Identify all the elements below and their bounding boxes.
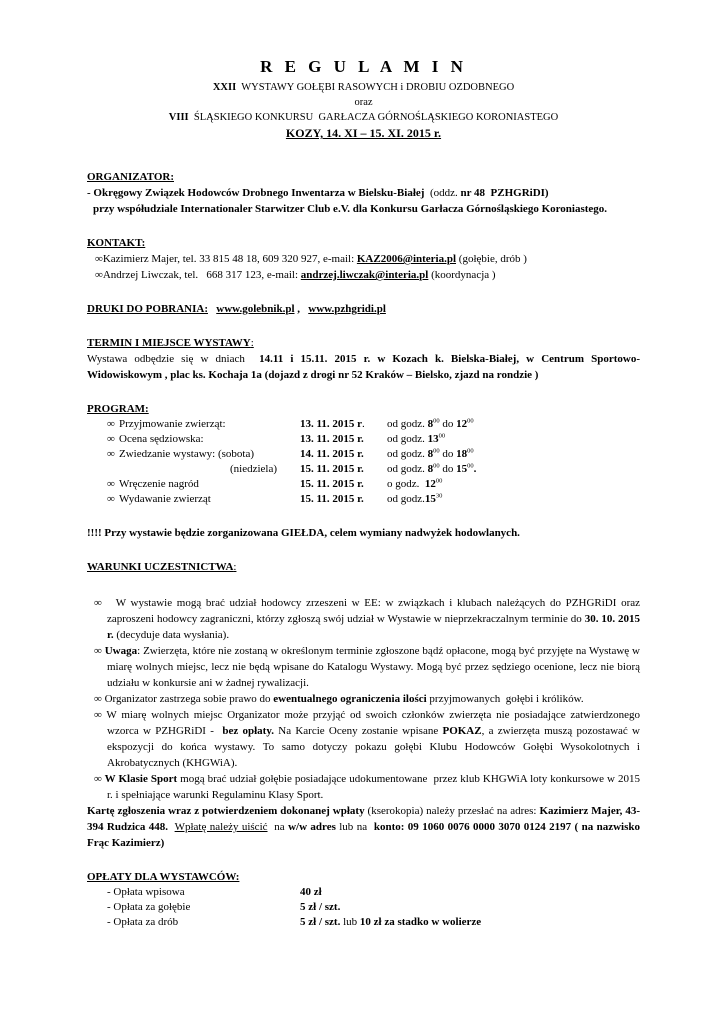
contact-section xyxy=(87,235,640,283)
program-date-value: 14. 11. 2015 r. xyxy=(300,448,364,460)
program-row xyxy=(87,462,640,477)
program-date xyxy=(300,492,364,507)
time-start-minutes: 00 xyxy=(433,417,440,425)
program-date-dot: . xyxy=(362,418,365,430)
fee-or: lub xyxy=(340,916,360,928)
program-label: (niedziela) xyxy=(230,463,278,475)
time-start-minutes: 30 xyxy=(435,492,443,500)
program-row xyxy=(87,477,640,492)
conditions-section xyxy=(87,559,643,851)
fee-row xyxy=(87,900,640,915)
program-date-value: 15. 11. 2015 r. xyxy=(300,478,364,490)
infinity-bullet-icon: ∞ xyxy=(94,597,102,609)
downloads-line: DRUKI DO POBRANIA: www.golebnik.pl , www.pzhgridi.pl xyxy=(87,303,386,315)
infinity-bullet-icon: ∞ xyxy=(94,645,102,657)
organizer-line-2: przy współudziale Internationaler Starwitzer Club e.V. dla Konkursu Garłacza Górnośląskiego Koroniastego. xyxy=(93,203,608,215)
time-end-dot: . xyxy=(473,463,477,475)
golebnik-link[interactable]: www.golebnik.pl xyxy=(216,303,295,315)
infinity-bullet-icon: ∞ xyxy=(107,418,115,430)
infinity-bullet-icon: ∞ xyxy=(95,269,103,281)
program-time xyxy=(387,462,476,477)
contact-email-link[interactable]: KAZ2006@interia.pl xyxy=(356,253,457,265)
time-mid: do xyxy=(439,418,457,430)
program-label: Wydawanie zwierząt xyxy=(119,493,211,505)
time-start-minutes: 00 xyxy=(435,477,443,485)
time-end-minutes: 00 xyxy=(467,447,474,455)
fee-amount-alt: 10 zł za stadko w wolierze xyxy=(359,916,482,928)
condition-paragraph: ∞ Uwaga: Zwierzęta, które nie zostaną w określonym terminie zgłoszone bądź opłacone, mogą być przyjęte na Wystawę w miarę wolnych miejsc, lecz nie będą wpisane do Katalogu Wystawy. Mogą być przez sędziego ocenione, lecz nie biorą udziału w konkursie ani w żadnej rywalizacji. xyxy=(94,645,641,689)
fees-table xyxy=(87,885,640,930)
program-date xyxy=(300,432,364,447)
fees-heading: OPŁATY DLA WYSTAWCÓW: xyxy=(87,871,240,883)
venue-section xyxy=(87,335,640,383)
time-end: 15 xyxy=(456,463,468,475)
program-date xyxy=(300,417,365,432)
contact-heading: KONTAKT: xyxy=(87,237,146,249)
fee-label: - Opłata za gołębie xyxy=(107,901,191,913)
fee-amount: 5 zł / szt. xyxy=(300,916,341,928)
program-label: Ocena sędziowska: xyxy=(119,433,204,445)
program-date-value: 13. 11. 2015 r. xyxy=(300,433,364,445)
program-label: Wręczenie nagród xyxy=(119,478,199,490)
header-line-2: oraz xyxy=(354,97,373,108)
infinity-bullet-icon: ∞ xyxy=(94,693,102,705)
organizer-heading: ORGANIZATOR: xyxy=(87,171,174,183)
time-start: 8 xyxy=(427,418,434,430)
infinity-bullet-icon: ∞ xyxy=(107,448,115,460)
contact-item: ∞Andrzej Liwczak, tel. 668 317 123, e-mail: andrzej.liwczak@interia.pl (koordynacja ) xyxy=(95,269,496,281)
time-prefix: od godz. xyxy=(387,433,428,445)
registration-card-note: Kartę zgłoszenia wraz z potwierdzeniem dokonanej wpłaty (kserokopia) należy przesłać na adres: Kazimierz Majer, 43-394 Rudzica 448. Wpłatę należy uiścić na w/w adres lub na konto: 09 1060 0076 0000 3070 0124 2197 ( na nazwisko Frąc Kazimierz) xyxy=(87,805,640,849)
infinity-bullet-icon: ∞ xyxy=(94,773,102,785)
organizer-line-1: - Okręgowy Związek Hodowców Drobnego Inwentarza w Bielsku-Białej (oddz. nr 48 PZHGRiDI) xyxy=(87,187,549,199)
condition-paragraph: ∞ Organizator zastrzega sobie prawo do ewentualnego ograniczenia ilości przyjmowanych gołębi i królików. xyxy=(94,693,584,705)
program-heading: PROGRAM: xyxy=(87,403,149,415)
time-prefix: od godz. xyxy=(387,448,428,460)
time-start: 12 xyxy=(424,478,436,490)
program-date xyxy=(300,462,364,477)
event-date: KOZY, 14. XI – 15. XI. 2015 r. xyxy=(285,126,442,140)
infinity-bullet-icon: ∞ xyxy=(107,493,115,505)
fee-row xyxy=(87,885,640,900)
fee-row xyxy=(87,915,640,930)
fees-section xyxy=(87,869,640,930)
program-time xyxy=(387,417,474,432)
time-start: 13 xyxy=(427,433,439,445)
fee-value xyxy=(300,885,322,900)
venue-heading: TERMIN I MIEJSCE WYSTAWY: xyxy=(87,337,254,349)
document-page xyxy=(87,56,643,930)
fee-label: - Opłata za drób xyxy=(107,916,179,928)
time-end: 18 xyxy=(456,448,468,460)
fee-amount: 5 zł / szt. xyxy=(300,901,341,913)
program-label: Przyjmowanie zwierząt: xyxy=(119,418,226,430)
time-end-minutes: 00 xyxy=(467,417,474,425)
program-time xyxy=(387,492,442,507)
program-section xyxy=(87,401,640,507)
contact-email-link[interactable]: andrzej.liwczak@interia.pl xyxy=(300,269,429,281)
organizer-section xyxy=(87,169,640,217)
time-start: 8 xyxy=(427,463,434,475)
program-date-value: 15. 11. 2015 r. xyxy=(300,493,364,505)
time-mid: do xyxy=(439,463,457,475)
time-end-minutes: 00 xyxy=(467,462,474,470)
fee-value xyxy=(300,915,481,930)
program-date xyxy=(300,447,364,462)
time-start-minutes: 00 xyxy=(433,462,440,470)
condition-paragraph: ∞ W miarę wolnych miejsc Organizator może przyjąć od swoich członków zwierzęta nie posiadające zatwierdzonego wzorca w PZHGRiDI - bez opłaty. Na Karcie Oceny zostanie wpisane POKAZ, a zwierzęta muszą pozostawać w ekspozycji do końca wystawy. To samo dotyczy pokazu gołębi Klubu Hodowców Gołębi Wysokolotnych i Akrobatycznych (KHGWiA). xyxy=(94,709,643,769)
condition-paragraph: ∞ W wystawie mogą brać udział hodowcy zrzeszeni w EE: w związkach i klubach należących do PZHGRiDI oraz zaproszeni hodowcy zagraniczni, którzy zgłoszą swój udział w Wystawie w nieprzekraczalnym terminie do 30. 10. 2015 r. (decyduje data wysłania). xyxy=(94,597,643,641)
downloads-label: DRUKI DO POBRANIA: xyxy=(87,303,208,315)
program-time xyxy=(387,447,474,462)
time-start: 15 xyxy=(424,493,436,505)
contact-item: ∞Kazimierz Majer, tel. 33 815 48 18, 609 320 927, e-mail: KAZ2006@interia.pl (gołębie, drób ) xyxy=(95,253,527,265)
program-time xyxy=(387,477,442,492)
infinity-bullet-icon: ∞ xyxy=(107,433,115,445)
program-table xyxy=(87,417,640,507)
program-row xyxy=(87,432,640,447)
venue-text: Wystawa odbędzie się w dniach 14.11 i 15.11. 2015 r. w Kozach k. Bielska-Białej, w Centrum Sportowo-Widowiskowym , plac ks. Kochaja 1a (dojazd z drogi nr 52 Kraków – Bielsko, zjazd na rondzie ) xyxy=(87,353,640,381)
fee-value xyxy=(300,900,340,915)
program-row xyxy=(87,447,640,462)
time-start-minutes: 00 xyxy=(438,432,446,440)
time-start-minutes: 00 xyxy=(433,447,440,455)
time-start: 8 xyxy=(427,448,434,460)
time-end: 12 xyxy=(456,418,468,430)
pzhgridi-link[interactable]: www.pzhgridi.pl xyxy=(308,303,386,315)
time-prefix: od godz. xyxy=(387,418,428,430)
conditions-heading: WARUNKI UCZESTNICTWA: xyxy=(87,561,237,573)
program-date-value: 15. 11. 2015 r. xyxy=(300,463,364,475)
fee-label: - Opłata wpisowa xyxy=(107,886,185,898)
exchange-note: !!!! Przy wystawie będzie zorganizowana GIEŁDA, celem wymiany nadwyżek hodowlanych. xyxy=(87,527,520,539)
infinity-bullet-icon: ∞ xyxy=(94,709,102,721)
fee-amount: 40 zł xyxy=(300,886,322,898)
document-title: R E G U L A M I N xyxy=(260,57,467,76)
time-mid: do xyxy=(439,448,457,460)
time-prefix: od godz. xyxy=(387,493,425,505)
infinity-bullet-icon: ∞ xyxy=(95,253,103,265)
program-time xyxy=(387,432,445,447)
time-prefix: od godz. xyxy=(387,463,428,475)
header-line-3: VIII ŚLĄSKIEGO KONKURSU GARŁACZA GÓRNOŚLĄSKIEGO KORONIASTEGO xyxy=(168,112,559,123)
header-line-1: XXII WYSTAWY GOŁĘBI RASOWYCH i DROBIU OZDOBNEGO xyxy=(212,82,515,93)
program-label: Zwiedzanie wystawy: (sobota) xyxy=(119,448,255,460)
program-date-value: 13. 11. 2015 r xyxy=(300,418,363,430)
program-row xyxy=(87,417,640,432)
program-row xyxy=(87,492,640,507)
infinity-bullet-icon: ∞ xyxy=(107,478,115,490)
condition-paragraph: ∞ W Klasie Sport mogą brać udział gołębie posiadające udokumentowane przez klub KHGWiA loty konkursowe w 2015 r. i spełniające warunki Regulaminu Klasy Sport. xyxy=(94,773,643,801)
time-prefix: o godz. xyxy=(387,478,425,490)
program-date xyxy=(300,477,364,492)
